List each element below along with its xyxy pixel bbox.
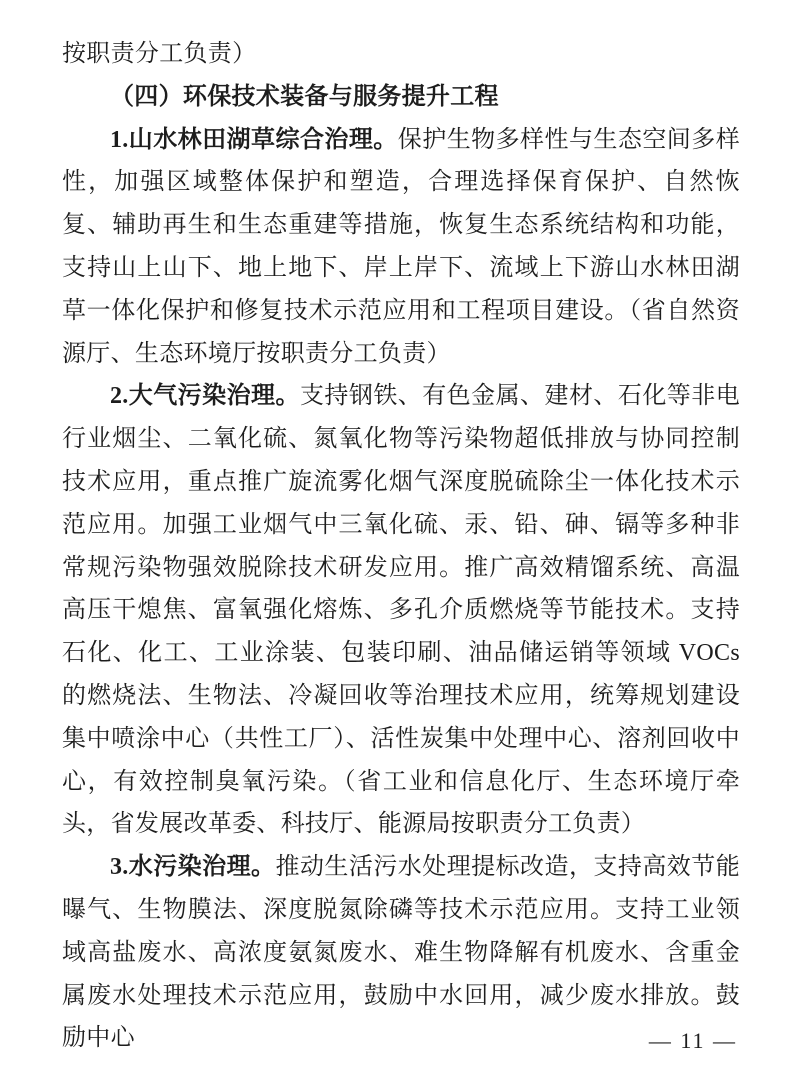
paragraph-item-2 xyxy=(62,375,740,846)
section-heading xyxy=(62,76,740,119)
item-2-body: 支持钢铁、有色金属、建材、石化等非电行业烟尘、二氧化硫、氮氧化物等污染物超低排放与协同控制技术应用，重点推广旋流雾化烟气深度脱硫除尘一体化技术示范应用。加强工业烟气中三氧化硫、汞、铅、砷、镉等多种非常规污染物强效脱除技术研发应用。推广高效精馏系统、高温高压干熄焦、富氧强化熔炼、多孔介质燃烧等节能技术。支持石化、化工、工业涂装、包装印刷、油品储运销等领域 VOCs 的燃烧法、生物法、冷凝回收等治理技术应用，统筹规划建设集中喷涂中心（共性工厂）、活性炭集中处理中心、溶剂回收中心，有效控制臭氧污染。（省工业和信息化厅、生态环境厅牵头，省发展改革委、科技厅、能源局按职责分工负责） xyxy=(62,383,740,838)
section-heading-text: （四）环保技术装备与服务提升工程 xyxy=(110,83,499,110)
document-content xyxy=(62,33,740,1060)
item-3-body: 推动生活污水处理提标改造，支持高效节能曝气、生物膜法、深度脱氮除磷等技术示范应用。支持工业领域高盐废水、高浓度氨氮废水、难生物降解有机废水、含重金属废水处理技术示范应用，鼓励中水回用，减少废水排放。鼓励中心 xyxy=(62,854,740,1052)
item-1-title: 1.山水林田湖草综合治理。 xyxy=(110,126,398,153)
page-number: — 11 — xyxy=(648,1028,737,1053)
paragraph-text: 按职责分工负责） xyxy=(62,41,257,67)
item-3-title: 3.水污染治理。 xyxy=(110,854,276,881)
item-1-body: 保护生物多样性与生态空间多样性，加强区域整体保护和塑造，合理选择保育保护、自然恢复、辅助再生和生态重建等措施，恢复生态系统结构和功能，支持山上山下、地上地下、岸上岸下、流域上下游山水林田湖草一体化保护和修复技术示范应用和工程项目建设。（省自然资源厅、生态环境厅按职责分工负责） xyxy=(62,126,741,367)
paragraph-item-3 xyxy=(62,846,740,1060)
item-2-title: 2.大气污染治理。 xyxy=(110,383,300,410)
paragraph-continuation xyxy=(62,33,740,76)
paragraph-item-1 xyxy=(62,119,740,376)
